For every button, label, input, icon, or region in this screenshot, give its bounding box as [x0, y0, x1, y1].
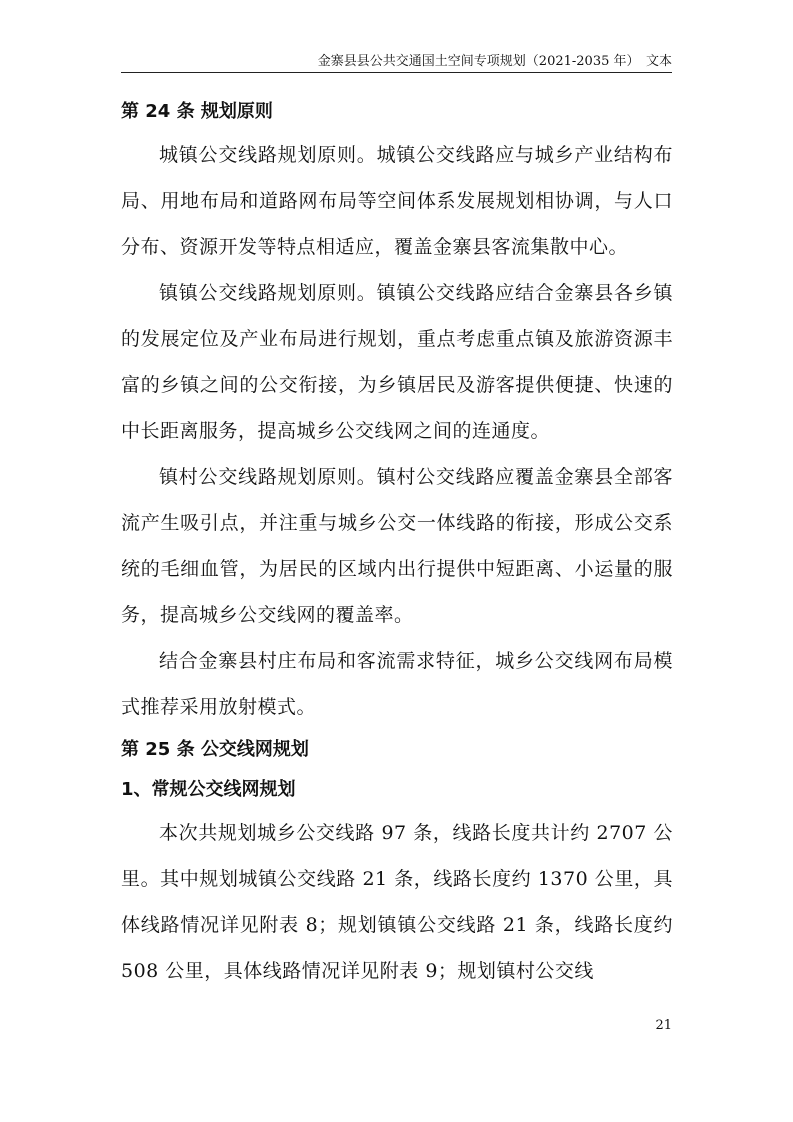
article-24-heading: 第 24 条 规划原则	[121, 101, 273, 122]
urban-route-principle-paragraph: 城镇公交线路规划原则。城镇公交线路应与城乡产业结构布局、用地布局和道路网布局等空间体系发展规划相协调，与人口分布、资源开发等特点相适应，覆盖金寨县客流集散中心。	[121, 144, 673, 258]
document-body	[121, 92, 673, 994]
regular-network-subheading: 1、常规公交线网规划	[121, 779, 296, 800]
running-header: 金寨县县公共交通国土空间专项规划（2021-2035 年） 文本	[317, 54, 672, 69]
town-route-principle-paragraph: 镇镇公交线路规划原则。镇镇公交线路应结合金寨县各乡镇的发展定位及产业布局进行规划，重点考虑重点镇及旅游资源丰富的乡镇之间的公交衔接，为乡镇居民及游客提供便捷、快速的中长距离服务，提高城乡公交线网之间的连通度。	[121, 282, 673, 442]
route-count-paragraph: 本次共规划城乡公交线路 97 条，线路长度共计约 2707 公里。其中规划城镇公交线路 21 条，线路长度约 1370 公里，具体线路情况详见附表 8；规划镇镇公交线路 21 条，线路长度约 508 公里，具体线路情况详见附表 9；规划镇村公交线	[121, 822, 673, 982]
village-route-principle-paragraph: 镇村公交线路规划原则。镇村公交线路应覆盖金寨县全部客流产生吸引点，并注重与城乡公交一体线路的衔接，形成公交系统的毛细血管，为居民的区域内出行提供中短距离、小运量的服务，提高城乡公交线网的覆盖率。	[121, 466, 673, 626]
network-layout-paragraph: 结合金寨县村庄布局和客流需求特征，城乡公交线网布局模式推荐采用放射模式。	[121, 650, 673, 718]
header-divider	[121, 72, 672, 73]
article-25-heading: 第 25 条 公交线网规划	[121, 739, 309, 760]
page-number: 21	[655, 1018, 672, 1033]
